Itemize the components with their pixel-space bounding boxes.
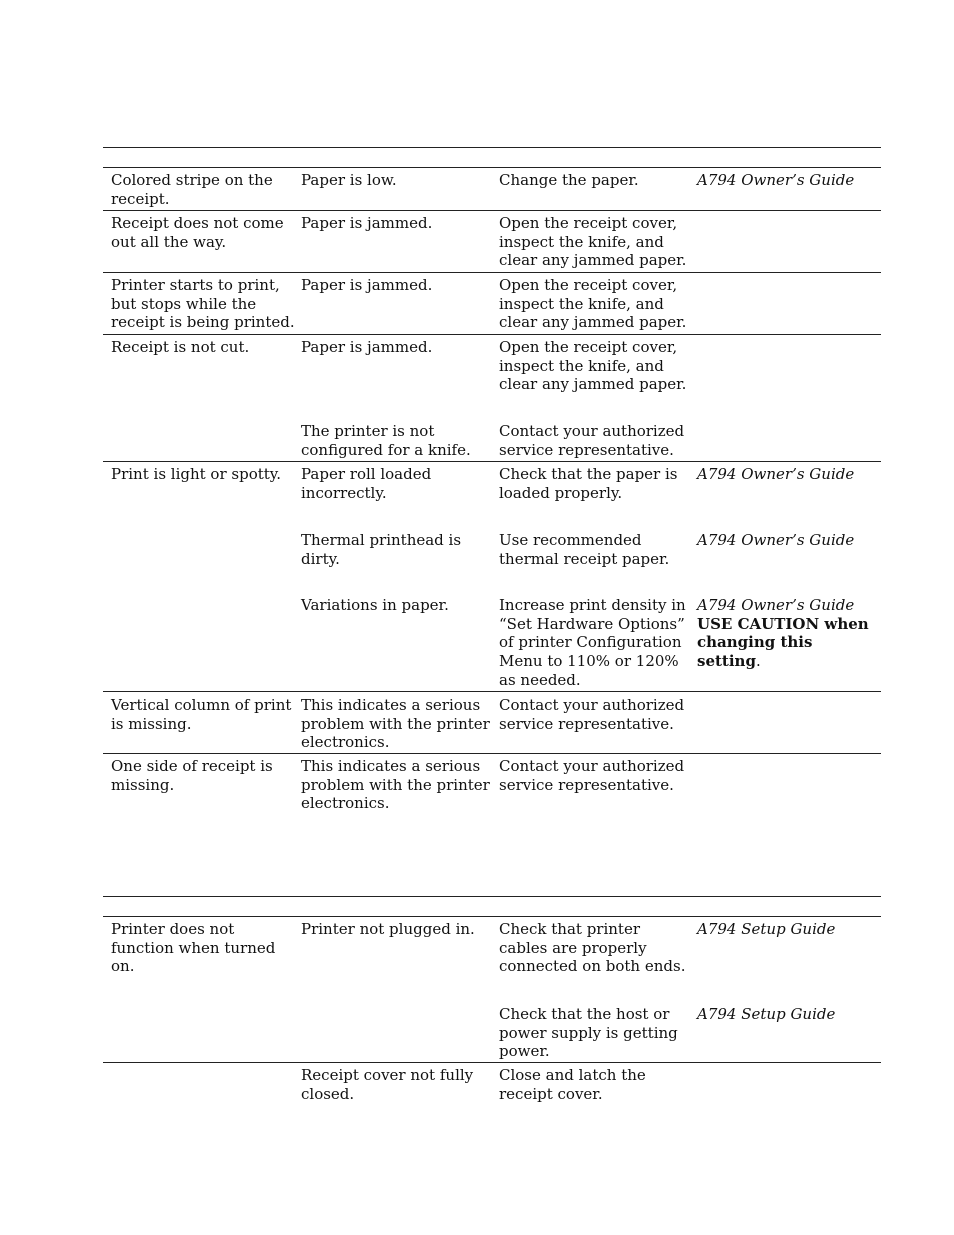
- reference-cell: A794 Setup Guide: [697, 920, 836, 938]
- caution-period: .: [755, 652, 761, 671]
- row-divider: [103, 1062, 881, 1063]
- row-divider: [103, 210, 881, 211]
- reference-text: A794 Owner’s Guide: [697, 596, 855, 614]
- section2-top-rule: [103, 896, 881, 897]
- section1-top-rule: [103, 147, 881, 148]
- problem-cell: Vertical column of print is missing.: [111, 696, 292, 733]
- problem-cell: Colored stripe on the receipt.: [111, 171, 273, 208]
- reference-cell: [697, 596, 877, 671]
- problem-cell: Receipt is not cut.: [111, 338, 250, 356]
- problem-cell: Printer does not function when turned on.: [111, 920, 276, 976]
- cause-cell: Paper roll loaded incorrectly.: [301, 465, 432, 502]
- problem-cell: Printer starts to print, but stops while the receipt is being printed.: [111, 276, 295, 332]
- section2-header-rule: [103, 916, 881, 917]
- section1-header-rule: [103, 167, 881, 168]
- row-divider: [103, 461, 881, 462]
- problem-cell: Print is light or spotty.: [111, 465, 282, 483]
- cause-cell: Paper is jammed.: [301, 338, 433, 356]
- cause-cell: Paper is low.: [301, 171, 397, 189]
- solution-cell: Open the receipt cover, inspect the knife, and clear any jammed paper.: [499, 214, 687, 270]
- cause-cell: This indicates a serious problem with the printer electronics.: [301, 696, 490, 752]
- solution-cell: Close and latch the receipt cover.: [499, 1066, 646, 1103]
- cause-cell: Paper is jammed.: [301, 276, 433, 294]
- cause-cell: This indicates a serious problem with the printer electronics.: [301, 757, 490, 813]
- reference-cell: A794 Owner’s Guide: [697, 465, 855, 483]
- solution-cell: Use recommended thermal receipt paper.: [499, 531, 670, 568]
- caution-text: USE CAUTION when changing this setting: [697, 614, 869, 671]
- solution-cell: Open the receipt cover, inspect the knife, and clear any jammed paper.: [499, 276, 687, 332]
- solution-cell: Change the paper.: [499, 171, 639, 189]
- cause-cell: Receipt cover not fully closed.: [301, 1066, 474, 1103]
- reference-cell: A794 Owner’s Guide: [697, 531, 855, 549]
- solution-cell: Contact your authorized service representative.: [499, 696, 685, 733]
- solution-cell: Contact your authorized service representative.: [499, 757, 685, 794]
- reference-cell: A794 Setup Guide: [697, 1005, 836, 1023]
- solution-cell: Check that printer cables are properly connected on both ends.: [499, 920, 686, 976]
- row-divider: [103, 272, 881, 273]
- solution-cell: Check that the paper is loaded properly.: [499, 465, 678, 502]
- cause-cell: The printer is not configured for a knife.: [301, 422, 471, 459]
- solution-cell: Check that the host or power supply is getting power.: [499, 1005, 678, 1061]
- problem-cell: Receipt does not come out all the way.: [111, 214, 284, 251]
- cause-cell: Paper is jammed.: [301, 214, 433, 232]
- row-divider: [103, 334, 881, 335]
- cause-cell: Printer not plugged in.: [301, 920, 475, 938]
- solution-cell: Contact your authorized service representative.: [499, 422, 685, 459]
- solution-cell: Increase print density in “Set Hardware Options” of printer Configuration Menu to 110% or 120% as needed.: [499, 596, 686, 689]
- row-divider: [103, 691, 881, 692]
- cause-cell: Variations in paper.: [301, 596, 449, 614]
- problem-cell: One side of receipt is missing.: [111, 757, 273, 794]
- solution-cell: Open the receipt cover, inspect the knife, and clear any jammed paper.: [499, 338, 687, 394]
- reference-cell: A794 Owner’s Guide: [697, 171, 855, 189]
- cause-cell: Thermal printhead is dirty.: [301, 531, 462, 568]
- row-divider: [103, 753, 881, 754]
